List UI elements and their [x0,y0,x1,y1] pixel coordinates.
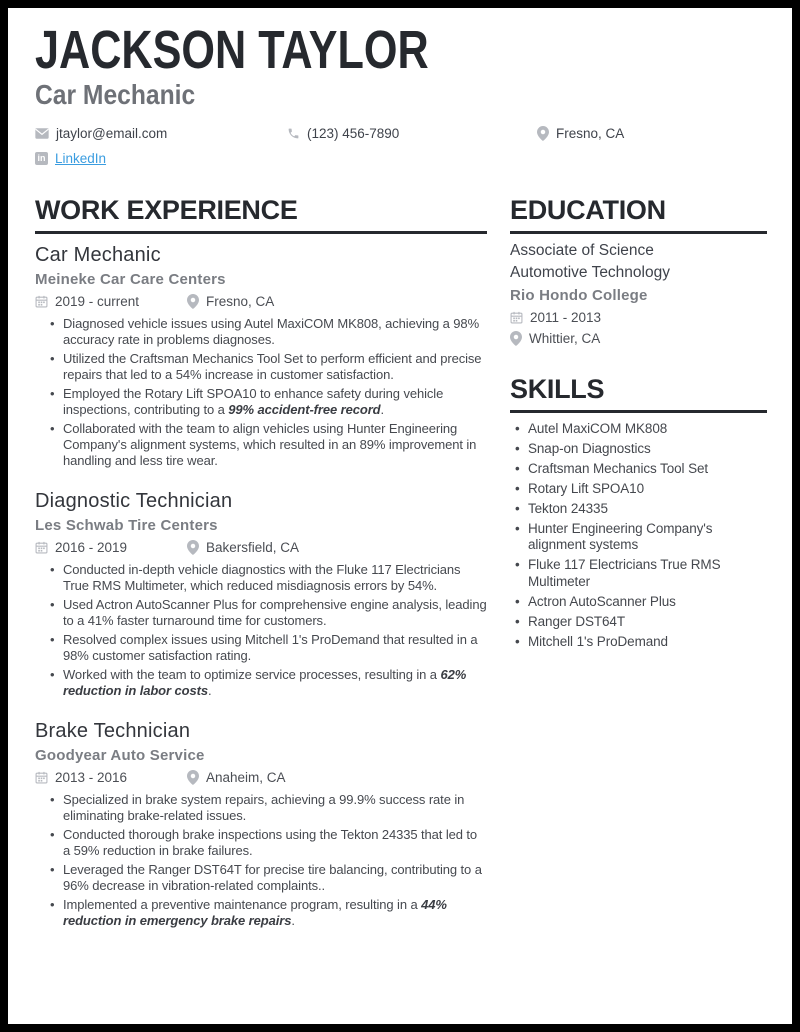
map-pin-icon [187,540,199,555]
candidate-name [35,20,767,80]
job-bullet: • Specialized in brake system repairs, achieving a 99.9% success rate in eliminating brake-related issues. [63,792,487,824]
company-name: Meineke Car Care Centers [35,270,226,288]
job-dates-chunk [35,540,187,555]
skills-list [510,421,767,651]
job-meta-row [35,293,487,311]
linkedin-link[interactable]: LinkedIn [55,151,107,167]
job-entry [35,719,487,929]
resume-page [8,8,792,932]
email-icon [35,128,49,139]
contact-phone [287,125,537,143]
job-entry [35,243,487,469]
skill-item: • Rotary Lift SPOA10 [528,481,767,498]
job-location-chunk [187,540,299,555]
job-title: Diagnostic Technician [35,489,233,512]
skills-heading: SKILLS [510,376,767,413]
contact-email [35,125,287,143]
calendar-icon [35,541,48,554]
candidate-name-text: JACKSON TAYLOR [35,20,429,80]
map-pin-icon [537,126,549,141]
job-bullet: • Resolved complex issues using Mitchell 1's ProDemand that resulted in a 98% customer satisfaction rating. [63,632,487,664]
job-location: Bakersfield, CA [206,540,300,556]
education-dates: 2011 - 2013 [530,310,602,326]
skill-item: • Mitchell 1's ProDemand [528,634,767,651]
job-bullet: • Conducted thorough brake inspections using the Tekton 24335 that led to a 59% reduction in brake failures. [63,827,487,859]
location-text: Fresno, CA [556,126,625,142]
work-experience-section [35,194,487,932]
skill-item: • Snap-on Diagnostics [528,441,767,458]
job-list [35,243,487,929]
phone-text: (123) 456-7890 [307,126,400,142]
map-pin-icon [510,331,522,346]
education-location-row [510,330,767,348]
degree-line: Associate of Science [510,241,654,259]
job-dates: 2013 - 2016 [55,770,128,786]
job-dates-chunk [35,294,187,309]
job-entry [35,489,487,699]
job-meta-row [35,769,487,787]
skill-item: • Tekton 24335 [528,501,767,518]
education-meta [510,309,767,348]
contact-linkedin [35,150,767,168]
skill-item: • Ranger DST64T [528,614,767,631]
job-bullet: • Conducted in-depth vehicle diagnostics with the Fluke 117 Electricians True RMS Multimeter, which reduced misdiagnosis errors by 54%. [63,562,487,594]
job-dates-chunk [35,770,187,785]
linkedin-icon: in [35,152,48,165]
job-bullets [35,316,487,469]
resume-columns [35,194,767,932]
resume-header [35,20,767,168]
job-bullet: • Utilized the Craftsman Mechanics Tool Set to perform efficient and precise repairs that led to a 54% increase in customer satisfaction. [63,351,487,383]
job-title: Brake Technician [35,719,191,742]
job-location-chunk [187,294,274,309]
job-dates: 2019 - current [55,294,140,310]
job-bullet: • Diagnosed vehicle issues using Autel MaxiCOM MK808, achieving a 98% accuracy rate in problems diagnoses. [63,316,487,348]
education-heading: EDUCATION [510,197,767,234]
candidate-job-title [35,80,767,111]
degree-name [510,240,767,284]
job-location-chunk [187,770,286,785]
map-pin-icon [187,294,199,309]
skill-item: • Fluke 117 Electricians True RMS Multimeter [528,557,767,590]
job-location: Fresno, CA [206,294,275,310]
education-section [510,194,767,348]
skill-item: • Actron AutoScanner Plus [528,594,767,611]
job-location: Anaheim, CA [206,770,286,786]
email-text: jtaylor@email.com [56,126,168,142]
job-bullet: • Worked with the team to optimize service processes, resulting in a 62% reduction in labor costs. [63,667,487,699]
degree-line: Automotive Technology [510,263,670,281]
job-bullet: • Collaborated with the team to align vehicles using Hunter Engineering Company's alignment systems, which resulted in an 89% improvement in handling and less tire wear. [63,421,487,469]
job-title: Car Mechanic [35,243,161,266]
job-bullet: • Implemented a preventive maintenance program, resulting in a 44% reduction in emergency brake repairs. [63,897,487,929]
work-experience-heading: WORK EXPERIENCE [35,197,487,234]
phone-icon [287,127,300,140]
contact-location [537,125,767,143]
company-name: Goodyear Auto Service [35,746,205,764]
candidate-job-title-text: Car Mechanic [35,79,196,110]
calendar-icon [35,771,48,784]
job-bullet: • Leveraged the Ranger DST64T for precise tire balancing, contributing to a 96% decrease in vibration-related complaints.. [63,862,487,894]
skill-item: • Autel MaxiCOM MK808 [528,421,767,438]
right-sidebar [510,194,767,932]
calendar-icon [35,295,48,308]
calendar-icon [510,311,523,324]
job-bullets [35,792,487,929]
job-meta-row [35,539,487,557]
contact-row [35,125,767,143]
skills-section [510,373,767,651]
job-bullet: • Employed the Rotary Lift SPOA10 to enhance safety during vehicle inspections, contributing to a 99% accident-free record. [63,386,487,418]
school-name: Rio Hondo College [510,286,648,304]
job-dates: 2016 - 2019 [55,540,128,556]
education-dates-row [510,309,767,327]
company-name: Les Schwab Tire Centers [35,516,218,534]
job-bullets [35,562,487,699]
job-bullet: • Used Actron AutoScanner Plus for comprehensive engine analysis, leading to a 41% faster turnaround time for customers. [63,597,487,629]
skill-item: • Hunter Engineering Company's alignment systems [528,521,767,554]
skill-item: • Craftsman Mechanics Tool Set [528,461,767,478]
education-location: Whittier, CA [529,331,601,347]
map-pin-icon [187,770,199,785]
